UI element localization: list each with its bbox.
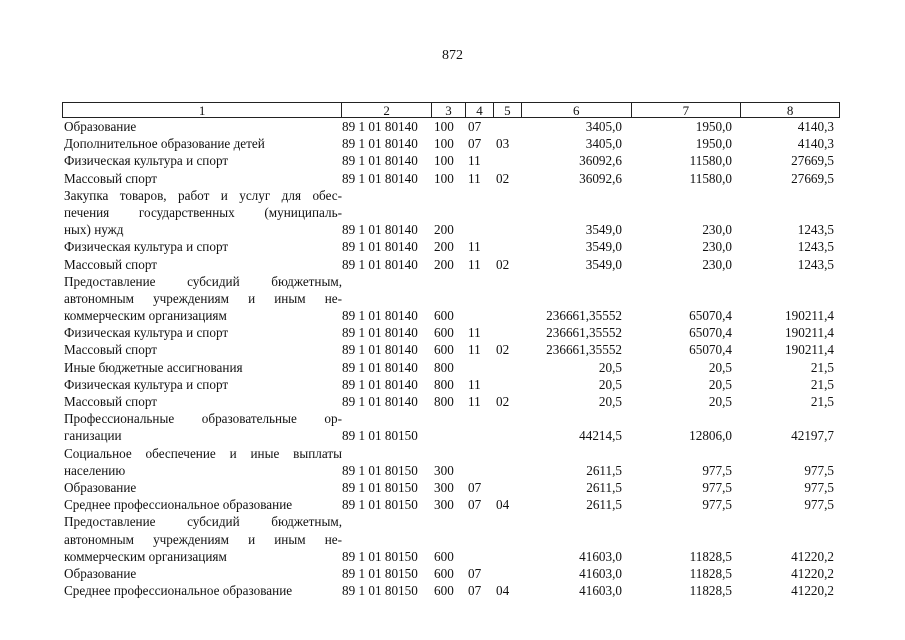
- row-section: 07: [468, 583, 482, 599]
- row-amount-col6: 236661,35552: [546, 308, 622, 324]
- row-amount-col6: 2611,5: [586, 497, 622, 513]
- row-amount-col7: 11580,0: [689, 170, 732, 186]
- row-amount-col6: 3549,0: [585, 256, 622, 272]
- row-target-code: 89 1 01 80140: [342, 256, 418, 272]
- row-subsection: [496, 427, 526, 444]
- row-name: [62, 410, 342, 444]
- row-name-line: Образование: [64, 119, 137, 134]
- row-section: 11: [468, 394, 481, 409]
- row-name-line: Дополнительное образование детей: [64, 136, 265, 152]
- table-row: [62, 170, 862, 187]
- row-name-line: Физическая культура и спорт: [64, 376, 229, 392]
- row-name: [62, 376, 342, 393]
- row-amount-col7: 11828,5: [689, 548, 732, 564]
- row-amount-col6: 236661,35552: [546, 342, 622, 358]
- header-col-4: 4: [466, 103, 494, 117]
- table-row: [62, 341, 862, 358]
- row-amount-col6: 36092,6: [579, 170, 622, 186]
- row-amount-col8: 977,5: [804, 479, 834, 495]
- row-target-code: 89 1 01 80140: [342, 119, 418, 134]
- row-name-line: коммерческим организациям: [64, 308, 227, 324]
- row-subsection: [496, 152, 526, 169]
- row-amount-col6: 3549,0: [585, 239, 622, 255]
- row-target-code: 89 1 01 80140: [342, 308, 418, 324]
- table-row: [62, 273, 862, 325]
- row-name-line: Среднее профессиональное образование: [64, 497, 293, 513]
- row-target-code: 89 1 01 80140: [342, 136, 418, 152]
- row-expense-type: 100: [434, 136, 454, 152]
- row-target-code: 89 1 01 80150: [342, 462, 418, 478]
- row-section: 07: [468, 497, 482, 513]
- row-expense-type: 200: [434, 222, 454, 238]
- row-subsection: [496, 462, 526, 479]
- row-section: [468, 462, 496, 479]
- table-row: [62, 393, 862, 410]
- header-col-6: 6: [522, 103, 632, 117]
- row-amount-col8: 41220,2: [791, 565, 834, 581]
- row-amount-col7: 1950,0: [695, 136, 732, 152]
- row-target-code: 89 1 01 80140: [342, 376, 418, 392]
- row-target-code: 89 1 01 80140: [342, 359, 418, 375]
- row-amount-col6: 2611,5: [586, 462, 622, 478]
- row-amount-col6: 3405,0: [585, 119, 622, 134]
- table-row: [62, 582, 862, 599]
- table-row: [62, 513, 862, 565]
- row-amount-col8: 977,5: [804, 462, 834, 478]
- row-expense-type: 600: [434, 548, 454, 564]
- row-section: [468, 548, 496, 565]
- row-amount-col6: 41603,0: [579, 548, 622, 564]
- row-name-line: Массовый спорт: [64, 342, 158, 358]
- row-target-code: 89 1 01 80150: [342, 497, 418, 513]
- row-subsection: 02: [496, 394, 510, 409]
- row-target-code: 89 1 01 80150: [342, 428, 418, 444]
- row-name-line: Массовый спорт: [64, 170, 158, 186]
- row-subsection: [496, 307, 526, 324]
- row-name: [62, 256, 342, 273]
- row-name-line: Профессиональные образовательные ор-: [64, 411, 342, 427]
- header-col-7: 7: [632, 103, 742, 117]
- row-target-code: 89 1 01 80150: [342, 583, 418, 599]
- row-subsection: [496, 238, 526, 255]
- row-name: [62, 565, 342, 582]
- row-name: [62, 152, 342, 169]
- row-name-line: Закупка товаров, работ и услуг для обес-: [64, 187, 342, 203]
- row-amount-col8: 1243,5: [797, 222, 834, 238]
- row-section: 07: [468, 119, 482, 134]
- row-amount-col8: 977,5: [804, 497, 834, 513]
- row-amount-col6: 2611,5: [586, 479, 622, 495]
- row-amount-col6: 3405,0: [585, 136, 622, 152]
- row-amount-col7: 11828,5: [689, 565, 732, 581]
- row-subsection: 02: [496, 170, 510, 186]
- header-col-1: 1: [63, 103, 342, 117]
- row-amount-col7: 1950,0: [695, 119, 732, 134]
- row-name: [62, 187, 342, 239]
- row-expense-type: 300: [434, 497, 454, 513]
- row-expense-type: 100: [434, 153, 454, 169]
- row-expense-type: 800: [434, 359, 454, 375]
- row-name: [62, 445, 342, 479]
- row-section: 07: [468, 136, 482, 152]
- row-subsection: [496, 324, 526, 341]
- row-section: 11: [468, 239, 481, 255]
- row-name-line: печения государственных (муниципаль-: [64, 204, 342, 220]
- row-target-code: 89 1 01 80150: [342, 479, 418, 495]
- row-target-code: 89 1 01 80140: [342, 153, 418, 169]
- row-amount-col8: 41220,2: [791, 548, 834, 564]
- row-amount-col7: 977,5: [702, 497, 732, 513]
- row-target-code: 89 1 01 80150: [342, 565, 418, 581]
- row-expense-type: 200: [434, 256, 454, 272]
- row-target-code: 89 1 01 80140: [342, 170, 418, 186]
- row-amount-col8: 21,5: [810, 394, 834, 409]
- row-amount-col8: 190211,4: [785, 325, 834, 341]
- row-name-line: Среднее профессиональное образование: [64, 583, 293, 599]
- table-row: [62, 479, 862, 496]
- row-amount-col7: 20,5: [708, 394, 732, 409]
- row-name-line: Социальное обеспечение и иные выплаты: [64, 445, 342, 461]
- row-expense-type: [434, 427, 468, 444]
- header-col-3: 3: [432, 103, 466, 117]
- row-target-code: 89 1 01 80140: [342, 342, 418, 358]
- row-subsection: [496, 565, 526, 582]
- row-amount-col7: 65070,4: [689, 342, 732, 358]
- row-amount-col7: 12806,0: [689, 428, 732, 444]
- row-target-code: 89 1 01 80140: [342, 325, 418, 341]
- row-amount-col6: 20,5: [598, 376, 622, 392]
- row-name-line: Предоставление субсидий бюджетным,: [64, 514, 342, 530]
- row-expense-type: 100: [434, 170, 454, 186]
- table-header: [62, 102, 840, 118]
- row-name: [62, 479, 342, 496]
- row-amount-col7: 11828,5: [689, 583, 732, 599]
- row-name: [62, 273, 342, 325]
- row-amount-col6: 36092,6: [579, 153, 622, 169]
- row-expense-type: 300: [434, 479, 454, 495]
- table-row: [62, 445, 862, 479]
- row-name: [62, 341, 342, 358]
- table-row: [62, 187, 862, 239]
- row-target-code: 89 1 01 80150: [342, 548, 418, 564]
- row-section: 07: [468, 565, 482, 581]
- row-subsection: [496, 479, 526, 496]
- row-amount-col7: 65070,4: [689, 325, 732, 341]
- row-name-line: коммерческим организациям: [64, 548, 227, 564]
- row-expense-type: 200: [434, 239, 454, 255]
- row-name: [62, 238, 342, 255]
- row-target-code: 89 1 01 80140: [342, 222, 418, 238]
- row-subsection: [496, 221, 526, 238]
- row-name-line: Образование: [64, 565, 137, 581]
- row-subsection: 02: [496, 256, 510, 272]
- row-name-line: автономным учреждениям и иным не-: [64, 531, 342, 547]
- row-amount-col8: 21,5: [810, 376, 834, 392]
- table-row: [62, 565, 862, 582]
- row-amount-col6: 236661,35552: [546, 325, 622, 341]
- row-name: [62, 359, 342, 376]
- table-row: [62, 256, 862, 273]
- row-section: [468, 427, 496, 444]
- row-name: [62, 135, 342, 152]
- row-amount-col6: 44214,5: [579, 428, 622, 444]
- row-amount-col8: 42197,7: [791, 428, 834, 444]
- row-expense-type: 600: [434, 565, 454, 581]
- table-body: [62, 118, 862, 599]
- row-expense-type: 600: [434, 308, 454, 324]
- row-name-line: Физическая культура и спорт: [64, 239, 229, 255]
- row-amount-col8: 190211,4: [785, 308, 834, 324]
- row-name-line: Массовый спорт: [64, 394, 158, 409]
- row-expense-type: 800: [434, 394, 454, 409]
- row-amount-col8: 1243,5: [797, 239, 834, 255]
- row-amount-col8: 4140,3: [797, 136, 834, 152]
- table-row: [62, 238, 862, 255]
- row-section: [468, 359, 496, 376]
- row-amount-col6: 20,5: [598, 359, 622, 375]
- row-name: [62, 118, 342, 135]
- row-name-line: автономным учреждениям и иным не-: [64, 290, 342, 306]
- row-amount-col7: 65070,4: [689, 308, 732, 324]
- row-section: [468, 221, 496, 238]
- row-amount-col7: 977,5: [702, 479, 732, 495]
- table-row: [62, 359, 862, 376]
- row-expense-type: 100: [434, 119, 454, 134]
- row-amount-col8: 190211,4: [785, 342, 834, 358]
- row-name-line: Физическая культура и спорт: [64, 325, 229, 341]
- row-expense-type: 600: [434, 342, 454, 358]
- row-subsection: 03: [496, 136, 510, 152]
- row-subsection: [496, 376, 526, 393]
- header-col-5: 5: [494, 103, 522, 117]
- row-name: [62, 582, 342, 599]
- row-amount-col8: 27669,5: [791, 170, 834, 186]
- row-name: [62, 513, 342, 565]
- row-name-line: Иные бюджетные ассигнования: [64, 359, 243, 375]
- row-amount-col6: 41603,0: [579, 565, 622, 581]
- table-row: [62, 496, 862, 513]
- row-section: 11: [468, 376, 481, 392]
- row-amount-col8: 4140,3: [797, 119, 834, 134]
- table-row: [62, 118, 862, 135]
- row-amount-col6: 20,5: [598, 394, 622, 409]
- row-amount-col8: 41220,2: [791, 583, 834, 599]
- row-name: [62, 393, 342, 410]
- header-col-8: 8: [786, 103, 794, 118]
- row-name-line: ганизации: [64, 428, 122, 444]
- row-name: [62, 170, 342, 187]
- row-amount-col7: 977,5: [702, 462, 732, 478]
- row-name: [62, 324, 342, 341]
- page-number: 872: [442, 48, 463, 63]
- row-subsection: 04: [496, 497, 510, 513]
- row-section: [468, 307, 496, 324]
- row-subsection: [496, 359, 526, 376]
- row-amount-col8: 27669,5: [791, 153, 834, 169]
- row-amount-col8: 21,5: [810, 359, 834, 375]
- row-name-line: Физическая культура и спорт: [64, 153, 229, 169]
- row-name: [62, 496, 342, 513]
- row-subsection: 04: [496, 583, 510, 599]
- row-expense-type: 800: [434, 376, 454, 392]
- row-amount-col7: 230,0: [702, 256, 732, 272]
- table-row: [62, 376, 862, 393]
- header-col-2: 2: [342, 103, 432, 117]
- row-amount-col7: 11580,0: [689, 153, 732, 169]
- row-amount-col7: 20,5: [708, 376, 732, 392]
- row-section: 11: [468, 153, 481, 169]
- row-subsection: [496, 548, 526, 565]
- row-expense-type: 600: [434, 583, 454, 599]
- row-amount-col7: 230,0: [702, 239, 732, 255]
- row-amount-col8: 1243,5: [797, 256, 834, 272]
- row-amount-col7: 20,5: [708, 359, 732, 375]
- row-target-code: 89 1 01 80140: [342, 239, 418, 255]
- row-target-code: 89 1 01 80140: [342, 394, 418, 409]
- row-expense-type: 600: [434, 325, 454, 341]
- row-name-line: Массовый спорт: [64, 256, 158, 272]
- row-name-line: Предоставление субсидий бюджетным,: [64, 273, 342, 289]
- row-section: 11: [468, 256, 481, 272]
- row-name-line: ных) нужд: [64, 222, 124, 238]
- row-amount-col6: 3549,0: [585, 222, 622, 238]
- row-name-line: населению: [64, 462, 126, 478]
- table-row: [62, 410, 862, 444]
- row-subsection: 02: [496, 342, 510, 358]
- table-row: [62, 135, 862, 152]
- row-section: 07: [468, 479, 482, 495]
- row-section: 11: [468, 325, 481, 341]
- row-expense-type: 300: [434, 462, 454, 478]
- row-section: 11: [468, 342, 481, 358]
- row-subsection: [496, 118, 526, 135]
- row-section: 11: [468, 170, 481, 186]
- row-amount-col6: 41603,0: [579, 583, 622, 599]
- row-amount-col7: 230,0: [702, 222, 732, 238]
- table-row: [62, 152, 862, 169]
- row-name-line: Образование: [64, 479, 137, 495]
- table-row: [62, 324, 862, 341]
